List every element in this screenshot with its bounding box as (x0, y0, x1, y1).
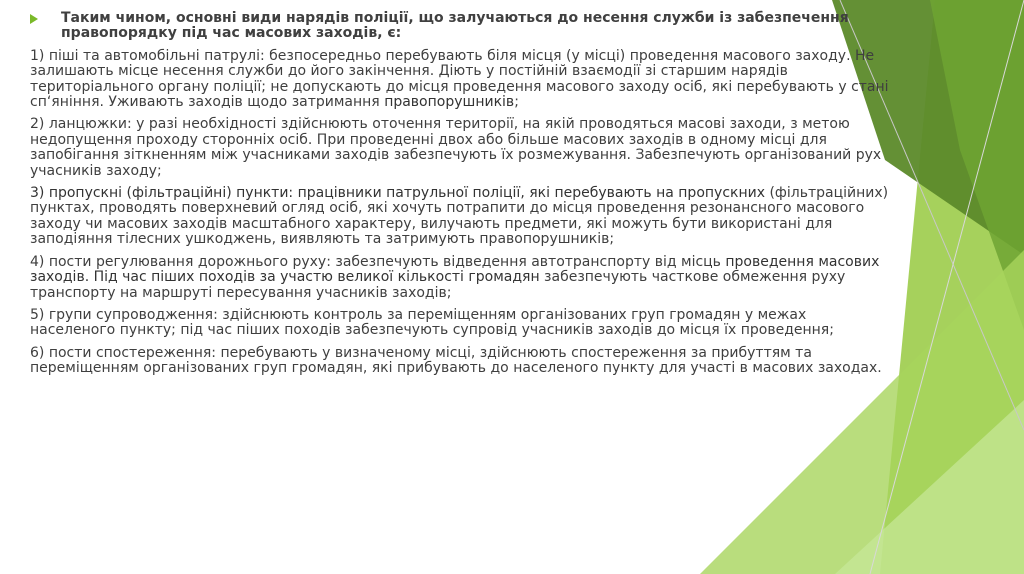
paragraph-4-text: проведення масових заходів. Під час піших походів за участю великої кількості громадян (30, 253, 880, 286)
paragraph-3-text: 3) пропускні (фільтраційні) пункти: працівники патрульної поліції, які перебувають на пропускних (30, 185, 766, 202)
paragraph-1 (30, 49, 890, 111)
paragraph-5-text: 5) групи супроводження: здійснюють контроль за переміщенням організованих груп громадян у межах населеного пункту; під час піших походів забезпечують супровід учасників заходів до місця їх проведення; (30, 306, 834, 339)
paragraph-6 (30, 346, 890, 377)
paragraph-1-text: 1) піші та автомобільні патрулі: безпосередньо перебувають біля місця (у місці) проведення масового заходу. Не залишають місце несення служби до його закінчення. Діють у постійній взаємодії зі старшим нарядів територіального органу поліції; не допускають до місця проведення масового заходу осіб, які перебувають у стані сп‘яніння. Уживають заходів щодо затримання (30, 47, 889, 111)
paragraph-list (30, 49, 890, 377)
paragraph-5 (30, 308, 890, 339)
paragraph-6-text: 6) пости спостереження: перебувають у визначеному місці, здійснюють спостереження за прибуттям та переміщенням організованих груп громадян, які прибувають до населеного пункту для участі в масових заходах. (30, 344, 882, 377)
triangle-bullet-icon (30, 14, 38, 24)
slide-heading: Таким чином, основні види нарядів поліції, що залучаються до несення служби із забезпечення правопорядку під час масових заходів, є: (61, 10, 849, 42)
paragraph-4 (30, 255, 890, 301)
paragraph-2-text: 2) ланцюжки: у разі необхідності здійснюють оточення території, на якій проводяться масові заходи, з метою недопущення проходу сторонніх осіб. При проведенні двох або більше масових заходів в одному місці для запобігання зіткненням між учасниками заходів забезпечують їх розмежування. Забезпечують організований рух учасників заходу; (30, 116, 882, 179)
paragraph-2 (30, 117, 890, 179)
paragraph-4-text: 4) пости регулювання дорожнього руху: забезпечують відведення автотранспорту від місць (30, 253, 726, 270)
paragraph-3-text: (фільтраційних) пунктах, проводять поверхневий огляд осіб, які хочуть потрапити до місця проведення резонансного масового заходу чи масових заходів масштабного характеру, вилучають предмети, які можуть бути використані для заподіяння тілесних ушкоджень, виявляють та затримують правопорушників; (30, 185, 889, 248)
paragraph-3 (30, 186, 890, 248)
paragraph-4-text: забезпечують часткове обмеження руху транспорту на маршруті пересування учасників заходів; (30, 269, 846, 301)
bullet-heading-row (30, 11, 890, 42)
paragraph-1-text: ; (514, 94, 519, 111)
paragraph-1-text: правопорушників (384, 94, 515, 111)
slide-text-body (30, 11, 890, 384)
